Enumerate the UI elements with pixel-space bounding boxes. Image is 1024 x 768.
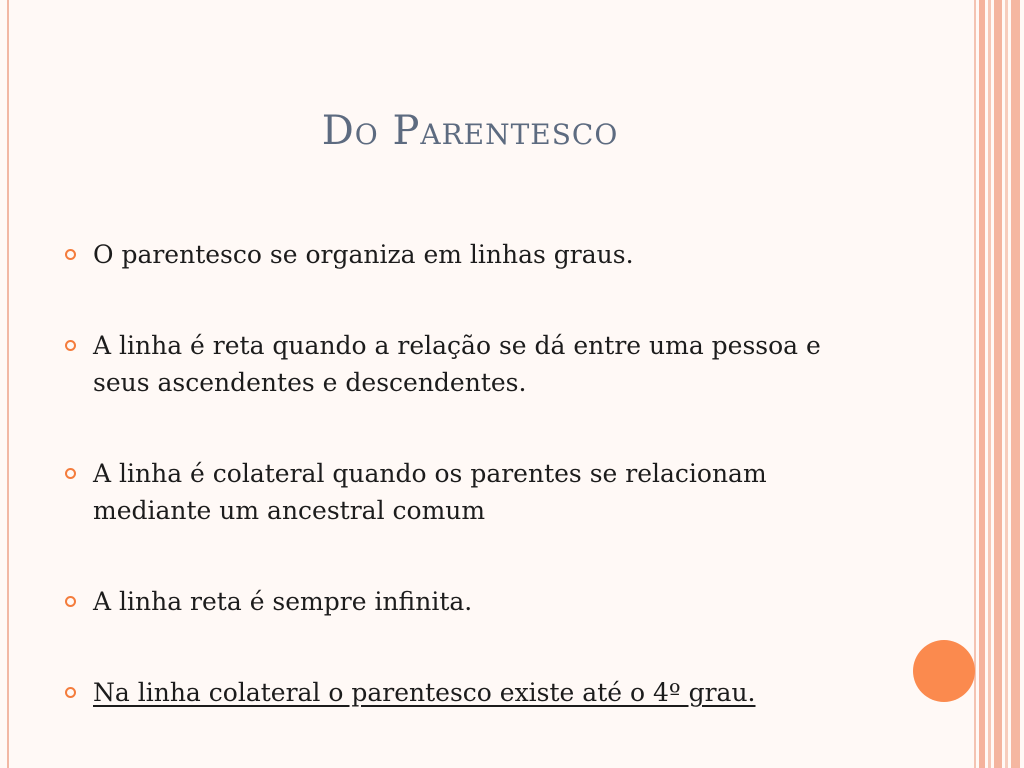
- bullet-item: [64, 583, 884, 620]
- bullet-circle-icon: [65, 596, 76, 607]
- bullet-text: A linha reta é sempre infinita.: [93, 587, 473, 616]
- bullet-text: O parentesco se organiza em linhas graus.: [93, 240, 634, 269]
- bullet-item: [64, 327, 884, 401]
- bullet-item: [64, 674, 884, 711]
- bullet-text: A linha é colateral quando os parentes se relacionam mediante um ancestral comum: [93, 459, 767, 525]
- bullet-circle-icon: [65, 468, 76, 479]
- bullet-circle-icon: [65, 340, 76, 351]
- bullet-item: [64, 236, 884, 273]
- bullet-item: [64, 455, 884, 529]
- bullet-list: [64, 236, 884, 711]
- bullet-text-underlined: Na linha colateral o parentesco existe até o 4º grau.: [93, 678, 756, 707]
- right-decorative-stripes: [974, 0, 1024, 768]
- bullet-circle-icon: [65, 249, 76, 260]
- bullet-circle-icon: [65, 687, 76, 698]
- bullet-text: A linha é reta quando a relação se dá entre uma pessoa e seus ascendentes e descendentes.: [93, 331, 821, 397]
- decorative-orange-circle: [913, 640, 975, 702]
- slide-title: Do Parentesco: [321, 108, 619, 154]
